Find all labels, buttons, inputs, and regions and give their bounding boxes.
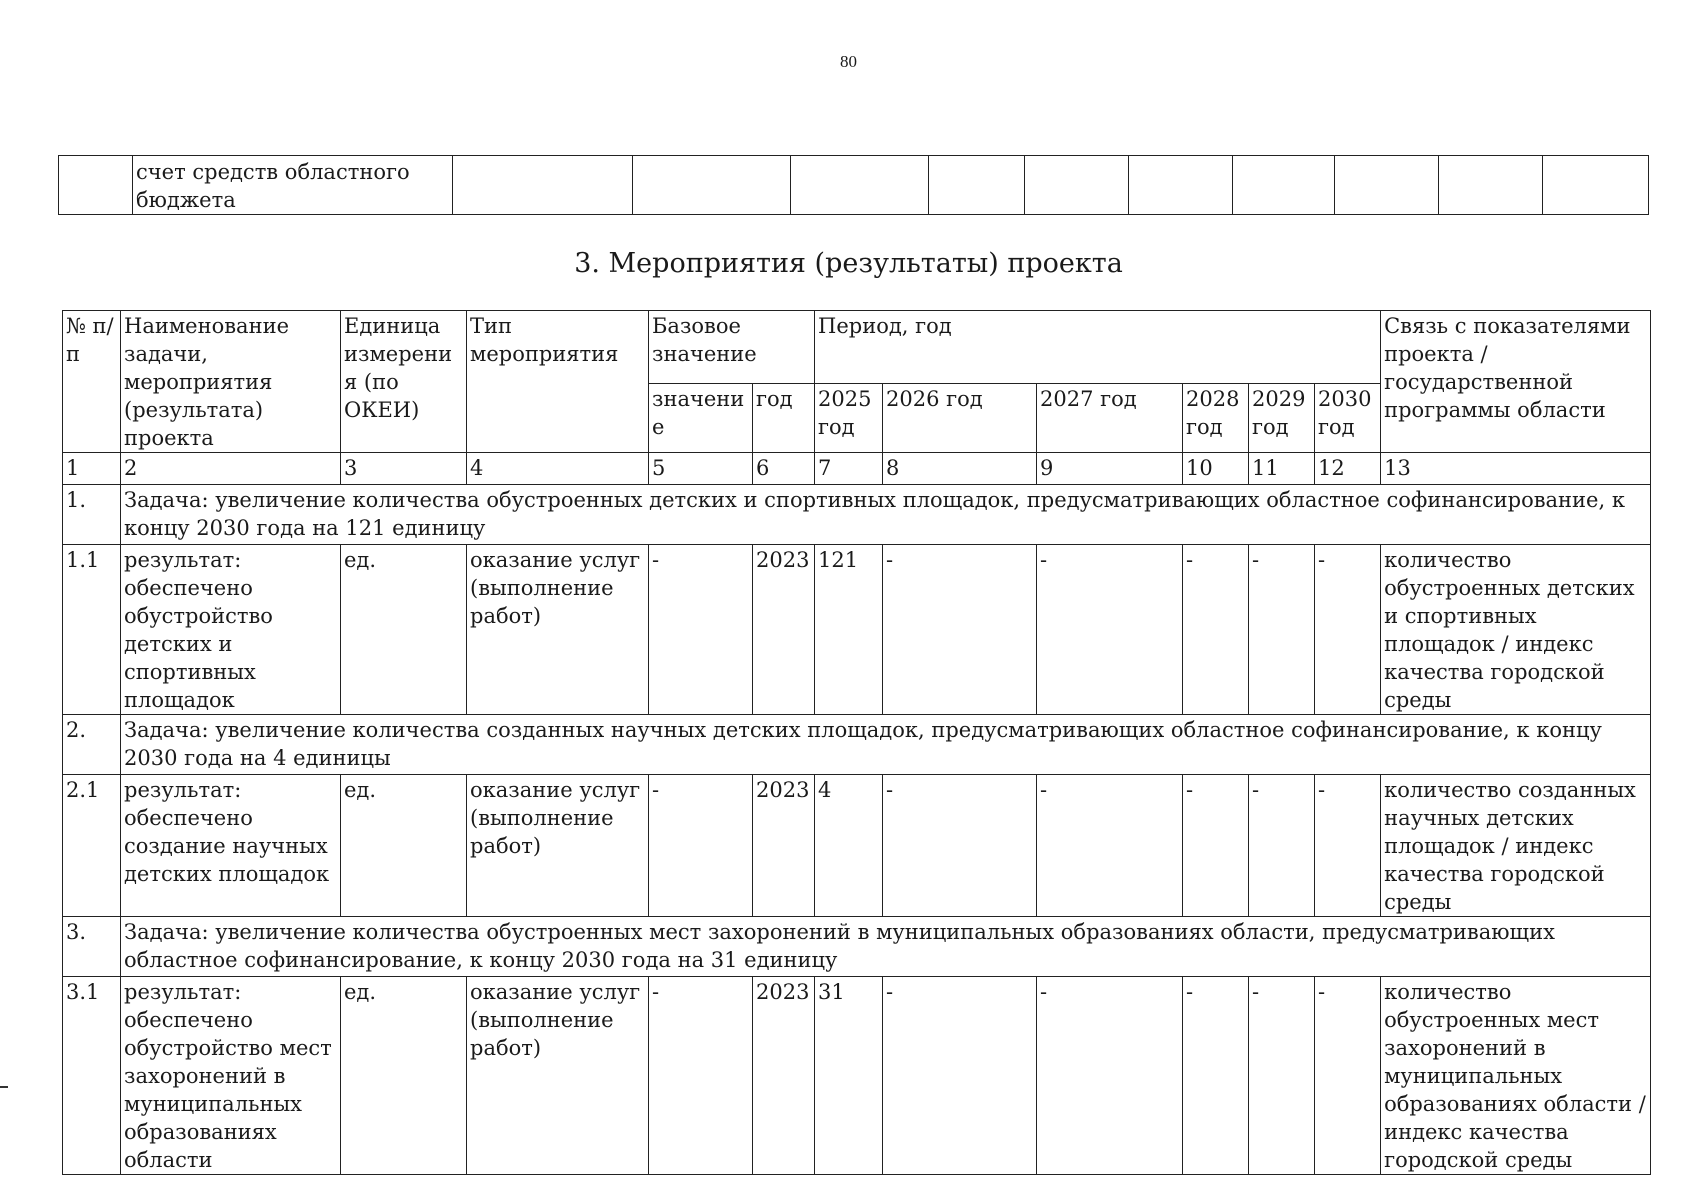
task-row (63, 917, 1651, 977)
result-number: 1.1 (63, 545, 121, 715)
activities-table (62, 310, 1651, 1175)
result-row (63, 775, 1651, 917)
result-2030: - (1315, 545, 1381, 715)
column-number: 1 (63, 453, 121, 485)
result-base-value: - (649, 977, 753, 1175)
cell-empty (1129, 156, 1233, 215)
result-2029: - (1249, 775, 1315, 917)
column-number: 3 (341, 453, 467, 485)
cell-empty (59, 156, 133, 215)
column-number: 5 (649, 453, 753, 485)
carry-over-row (59, 156, 1649, 215)
header-base-value: значение (649, 384, 753, 453)
header-year-2029: 2029 год (1249, 384, 1315, 453)
result-2026: - (883, 977, 1037, 1175)
column-number: 8 (883, 453, 1037, 485)
task-row (63, 485, 1651, 545)
result-type: оказание услуг (выполнение работ) (467, 977, 649, 1175)
result-base-value: - (649, 775, 753, 917)
task-text: Задача: увеличение количества обустроенных детских и спортивных площадок, предусматривающих областное софинансирование, к концу 2030 года на 121 единицу (121, 485, 1651, 545)
section-title: 3. Мероприятия (результаты) проекта (574, 248, 1123, 279)
result-2025: 4 (815, 775, 883, 917)
header-year-2026: 2026 год (883, 384, 1037, 453)
cell-empty (1335, 156, 1439, 215)
result-unit: ед. (341, 775, 467, 917)
result-2028: - (1183, 977, 1249, 1175)
column-number-row (63, 453, 1651, 485)
result-2027: - (1037, 977, 1183, 1175)
column-number: 9 (1037, 453, 1183, 485)
result-2028: - (1183, 545, 1249, 715)
result-base-year: 2023 (753, 977, 815, 1175)
column-number: 10 (1183, 453, 1249, 485)
cell-empty (1025, 156, 1129, 215)
result-name: результат: обеспечено обустройство детских и спортивных площадок (121, 545, 341, 715)
header-base: Базовое значение (649, 311, 815, 384)
result-2026: - (883, 545, 1037, 715)
result-2029: - (1249, 545, 1315, 715)
column-number: 6 (753, 453, 815, 485)
cell-empty (633, 156, 791, 215)
result-2030: - (1315, 775, 1381, 917)
header-num: № п/п (63, 311, 121, 453)
header-base-year: год (753, 384, 815, 453)
result-link: количество обустроенных детских и спортивных площадок / индекс качества городской среды (1381, 545, 1651, 715)
task-row (63, 715, 1651, 775)
result-number: 2.1 (63, 775, 121, 917)
cell-empty (1439, 156, 1543, 215)
result-2025: 121 (815, 545, 883, 715)
header-name: Наименование задачи, мероприятия (результата) проекта (121, 311, 341, 453)
result-unit: ед. (341, 977, 467, 1175)
carry-over-table (58, 155, 1649, 215)
cell-empty (1233, 156, 1335, 215)
page-number: 80 (840, 52, 857, 71)
task-text: Задача: увеличение количества созданных научных детских площадок, предусматривающих областное софинансирование, к концу 2030 года на 4 единицы (121, 715, 1651, 775)
header-period: Период, год (815, 311, 1381, 384)
column-number: 4 (467, 453, 649, 485)
result-2029: - (1249, 977, 1315, 1175)
result-2030: - (1315, 977, 1381, 1175)
result-unit: ед. (341, 545, 467, 715)
result-base-value: - (649, 545, 753, 715)
result-2028: - (1183, 775, 1249, 917)
result-row (63, 977, 1651, 1175)
column-number: 12 (1315, 453, 1381, 485)
cell-empty (453, 156, 633, 215)
task-number: 3. (63, 917, 121, 977)
result-row (63, 545, 1651, 715)
result-name: результат: обеспечено создание научных детских площадок (121, 775, 341, 917)
result-link: количество обустроенных мест захоронений в муниципальных образованиях области / индекс качества городской среды (1381, 977, 1651, 1175)
carry-over-text: счет средств областного бюджета (133, 156, 453, 215)
result-name: результат: обеспечено обустройство мест захоронений в муниципальных образованиях области (121, 977, 341, 1175)
header-link: Связь с показателями проекта / государственной программы области (1381, 311, 1651, 453)
result-link: количество созданных научных детских площадок / индекс качества городской среды (1381, 775, 1651, 917)
header-unit: Единица измерения (по ОКЕИ) (341, 311, 467, 453)
header-year-2030: 2030 год (1315, 384, 1381, 453)
result-2025: 31 (815, 977, 883, 1175)
result-2027: - (1037, 545, 1183, 715)
cell-empty (1543, 156, 1649, 215)
task-number: 1. (63, 485, 121, 545)
header-year-2025: 2025 год (815, 384, 883, 453)
cell-empty (791, 156, 929, 215)
result-number: 3.1 (63, 977, 121, 1175)
task-number: 2. (63, 715, 121, 775)
margin-mark (0, 1086, 8, 1088)
cell-empty (929, 156, 1025, 215)
header-year-2028: 2028 год (1183, 384, 1249, 453)
result-type: оказание услуг (выполнение работ) (467, 545, 649, 715)
column-number: 11 (1249, 453, 1315, 485)
header-type: Тип мероприятия (467, 311, 649, 453)
column-number: 13 (1381, 453, 1651, 485)
result-2027: - (1037, 775, 1183, 917)
result-base-year: 2023 (753, 775, 815, 917)
result-type: оказание услуг (выполнение работ) (467, 775, 649, 917)
header-row (63, 311, 1651, 384)
header-year-2027: 2027 год (1037, 384, 1183, 453)
result-base-year: 2023 (753, 545, 815, 715)
column-number: 7 (815, 453, 883, 485)
task-text: Задача: увеличение количества обустроенных мест захоронений в муниципальных образованиях области, предусматривающих областное софинансирование, к концу 2030 года на 31 единицу (121, 917, 1651, 977)
result-2026: - (883, 775, 1037, 917)
column-number: 2 (121, 453, 341, 485)
